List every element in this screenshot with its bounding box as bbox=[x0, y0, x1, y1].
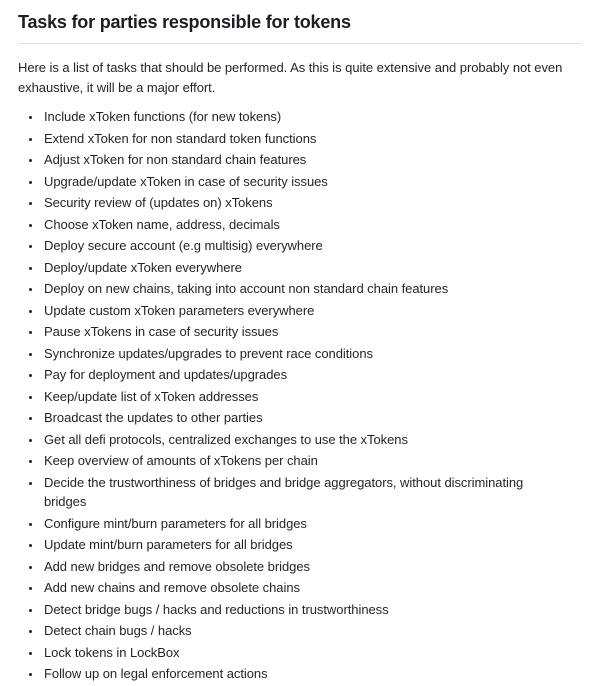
list-item: • Security review of (updates on) xTokens bbox=[42, 193, 547, 213]
list-item: • Add new chains and remove obsolete chains bbox=[42, 578, 547, 598]
list-item: • Update custom xToken parameters everywhere bbox=[42, 301, 547, 321]
list-item: • Detect bridge bugs / hacks and reductions in trustworthiness bbox=[42, 600, 547, 620]
list-item: • Lock tokens in LockBox bbox=[42, 643, 547, 663]
list-item: • Keep/update list of xToken addresses bbox=[42, 387, 547, 407]
list-item: • Decide the trustworthiness of bridges and bridge aggregators, without discriminating bridges bbox=[42, 473, 547, 512]
list-item: • Get all defi protocols, centralized exchanges to use the xTokens bbox=[42, 430, 547, 450]
list-item: • Pause xTokens in case of security issues bbox=[42, 322, 547, 342]
list-item: • Add new bridges and remove obsolete bridges bbox=[42, 557, 547, 577]
list-item: • Choose xToken name, address, decimals bbox=[42, 215, 547, 235]
list-item: • Synchronize updates/upgrades to prevent race conditions bbox=[42, 344, 547, 364]
page-title: Tasks for parties responsible for tokens bbox=[18, 10, 582, 44]
list-item: • Deploy/update xToken everywhere bbox=[42, 258, 547, 278]
list-item: • Deploy on new chains, taking into account non standard chain features bbox=[42, 279, 547, 299]
list-item: • Follow up on legal enforcement actions bbox=[42, 664, 547, 684]
list-item: • Include xToken functions (for new tokens) bbox=[42, 107, 547, 127]
list-item: • Detect chain bugs / hacks bbox=[42, 621, 547, 641]
list-item: • Deploy secure account (e.g multisig) everywhere bbox=[42, 236, 547, 256]
list-item: • Adjust xToken for non standard chain features bbox=[42, 150, 547, 170]
list-item: • Update mint/burn parameters for all bridges bbox=[42, 535, 547, 555]
task-list bbox=[18, 107, 582, 684]
list-item: • Configure mint/burn parameters for all bridges bbox=[42, 514, 547, 534]
intro-paragraph: Here is a list of tasks that should be performed. As this is quite extensive and probably not even exhaustive, it will be a major effort. bbox=[18, 60, 563, 95]
list-item: • Extend xToken for non standard token functions bbox=[42, 129, 547, 149]
list-item: • Upgrade/update xToken in case of security issues bbox=[42, 172, 547, 192]
list-item: • Broadcast the updates to other parties bbox=[42, 408, 547, 428]
list-item: • Keep overview of amounts of xTokens per chain bbox=[42, 451, 547, 471]
list-item: • Pay for deployment and updates/upgrades bbox=[42, 365, 547, 385]
